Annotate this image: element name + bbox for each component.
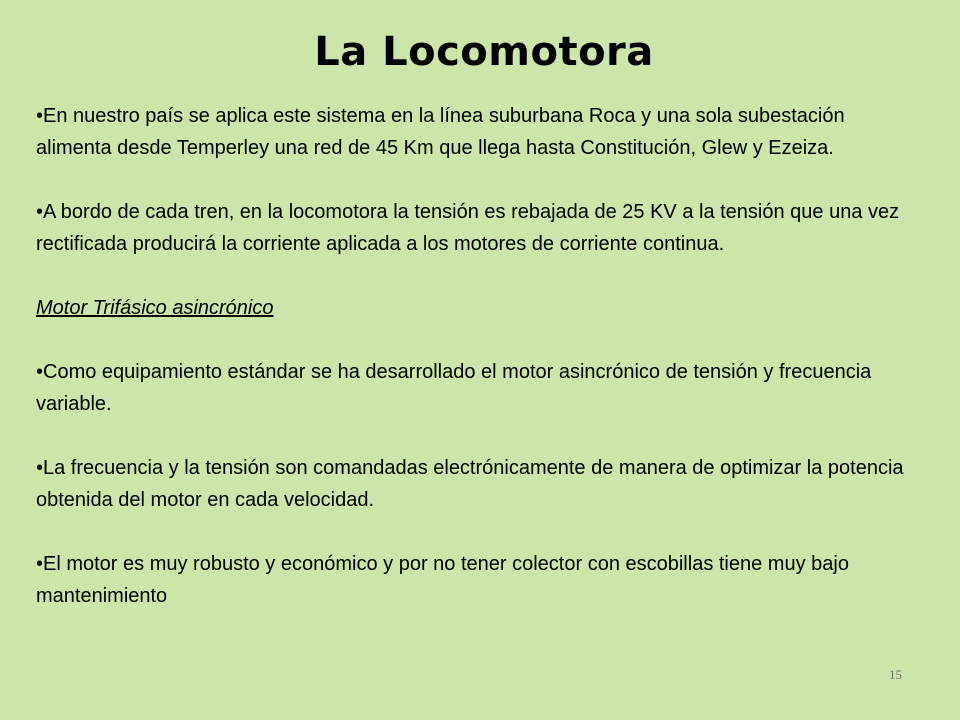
bullet-frecuencia-tension: •La frecuencia y la tensión son comandadas electrónicamente de manera de optimizar la potencia obtenida del motor en cada velocidad. — [36, 457, 904, 511]
page-number: 15 — [889, 667, 902, 682]
bullet-motor-robusto: •El motor es muy robusto y económico y por no tener colector con escobillas tiene muy bajo mantenimiento — [36, 553, 849, 607]
bullet-linea-roca: •En nuestro país se aplica este sistema en la línea suburbana Roca y una sola subestación alimenta desde Temperley una red de 45 Km que llega hasta Constitución, Glew y Ezeiza. — [36, 105, 845, 159]
bullet-equipamiento-estandar: •Como equipamiento estándar se ha desarrollado el motor asincrónico de tensión y frecuencia variable. — [36, 361, 872, 415]
section-heading-motor-trifasico: Motor Trifásico asincrónico — [36, 297, 274, 319]
slide-title: La Locomotora — [314, 29, 654, 75]
slide-body — [36, 100, 916, 612]
bullet-tension-locomotora: •A bordo de cada tren, en la locomotora la tensión es rebajada de 25 KV a la tensión que una vez rectificada producirá la corriente aplicada a los motores de corriente continua. — [36, 201, 900, 255]
